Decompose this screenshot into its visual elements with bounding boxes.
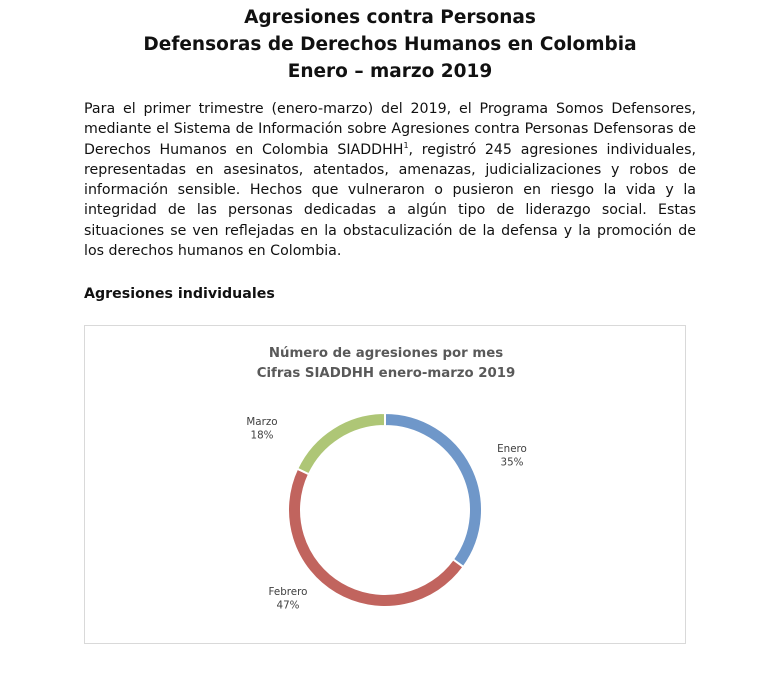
slice-value-enero: 35% <box>500 456 524 469</box>
title-line-3: Enero – marzo 2019 <box>287 61 493 82</box>
doughnut-chart <box>85 326 687 645</box>
slice-value-marzo: 18% <box>250 429 274 442</box>
doughnut-slice-febrero[interactable] <box>288 469 463 607</box>
chart-title-line-2: Cifras SIADDHH enero-marzo 2019 <box>256 366 516 381</box>
doughnut-slice-marzo[interactable] <box>297 413 385 474</box>
slice-label-febrero: Febrero <box>268 586 308 598</box>
slice-label-marzo: Marzo <box>246 416 278 428</box>
doughnut-slice-enero[interactable] <box>385 413 482 567</box>
slice-value-febrero: 47% <box>276 599 300 612</box>
section-heading: Agresiones individuales <box>84 286 275 302</box>
slice-label-enero: Enero <box>497 443 527 455</box>
footnote-reference[interactable]: 1 <box>403 140 409 150</box>
document-title <box>0 4 780 85</box>
intro-paragraph <box>84 99 696 261</box>
chart-container <box>84 325 686 644</box>
title-line-2: Defensoras de Derechos Humanos en Colombia <box>143 34 637 55</box>
chart-title-line-1: Número de agresiones por mes <box>268 346 504 361</box>
intro-text-part-1: Para el primer trimestre (enero-marzo) del 2019, el Programa Somos Defensores, mediante el Sistema de Información sobre Agresiones contra Personas Defensoras de Derechos Humanos en Colombia SIADDHH <box>84 101 696 158</box>
title-line-1: Agresiones contra Personas <box>244 7 536 28</box>
intro-text-part-2: , registró 245 agresiones individuales, representadas en asesinatos, atentados, amenazas, judicializaciones y robos de información sensible. Hechos que vulneraron o pusieron en riesgo la vida y la integridad de las personas dedicadas a algún tipo de liderazgo social. Estas situaciones se ven reflejadas en la obstaculización de la defensa y la promoción de los derechos humanos en Colombia. <box>84 141 696 260</box>
